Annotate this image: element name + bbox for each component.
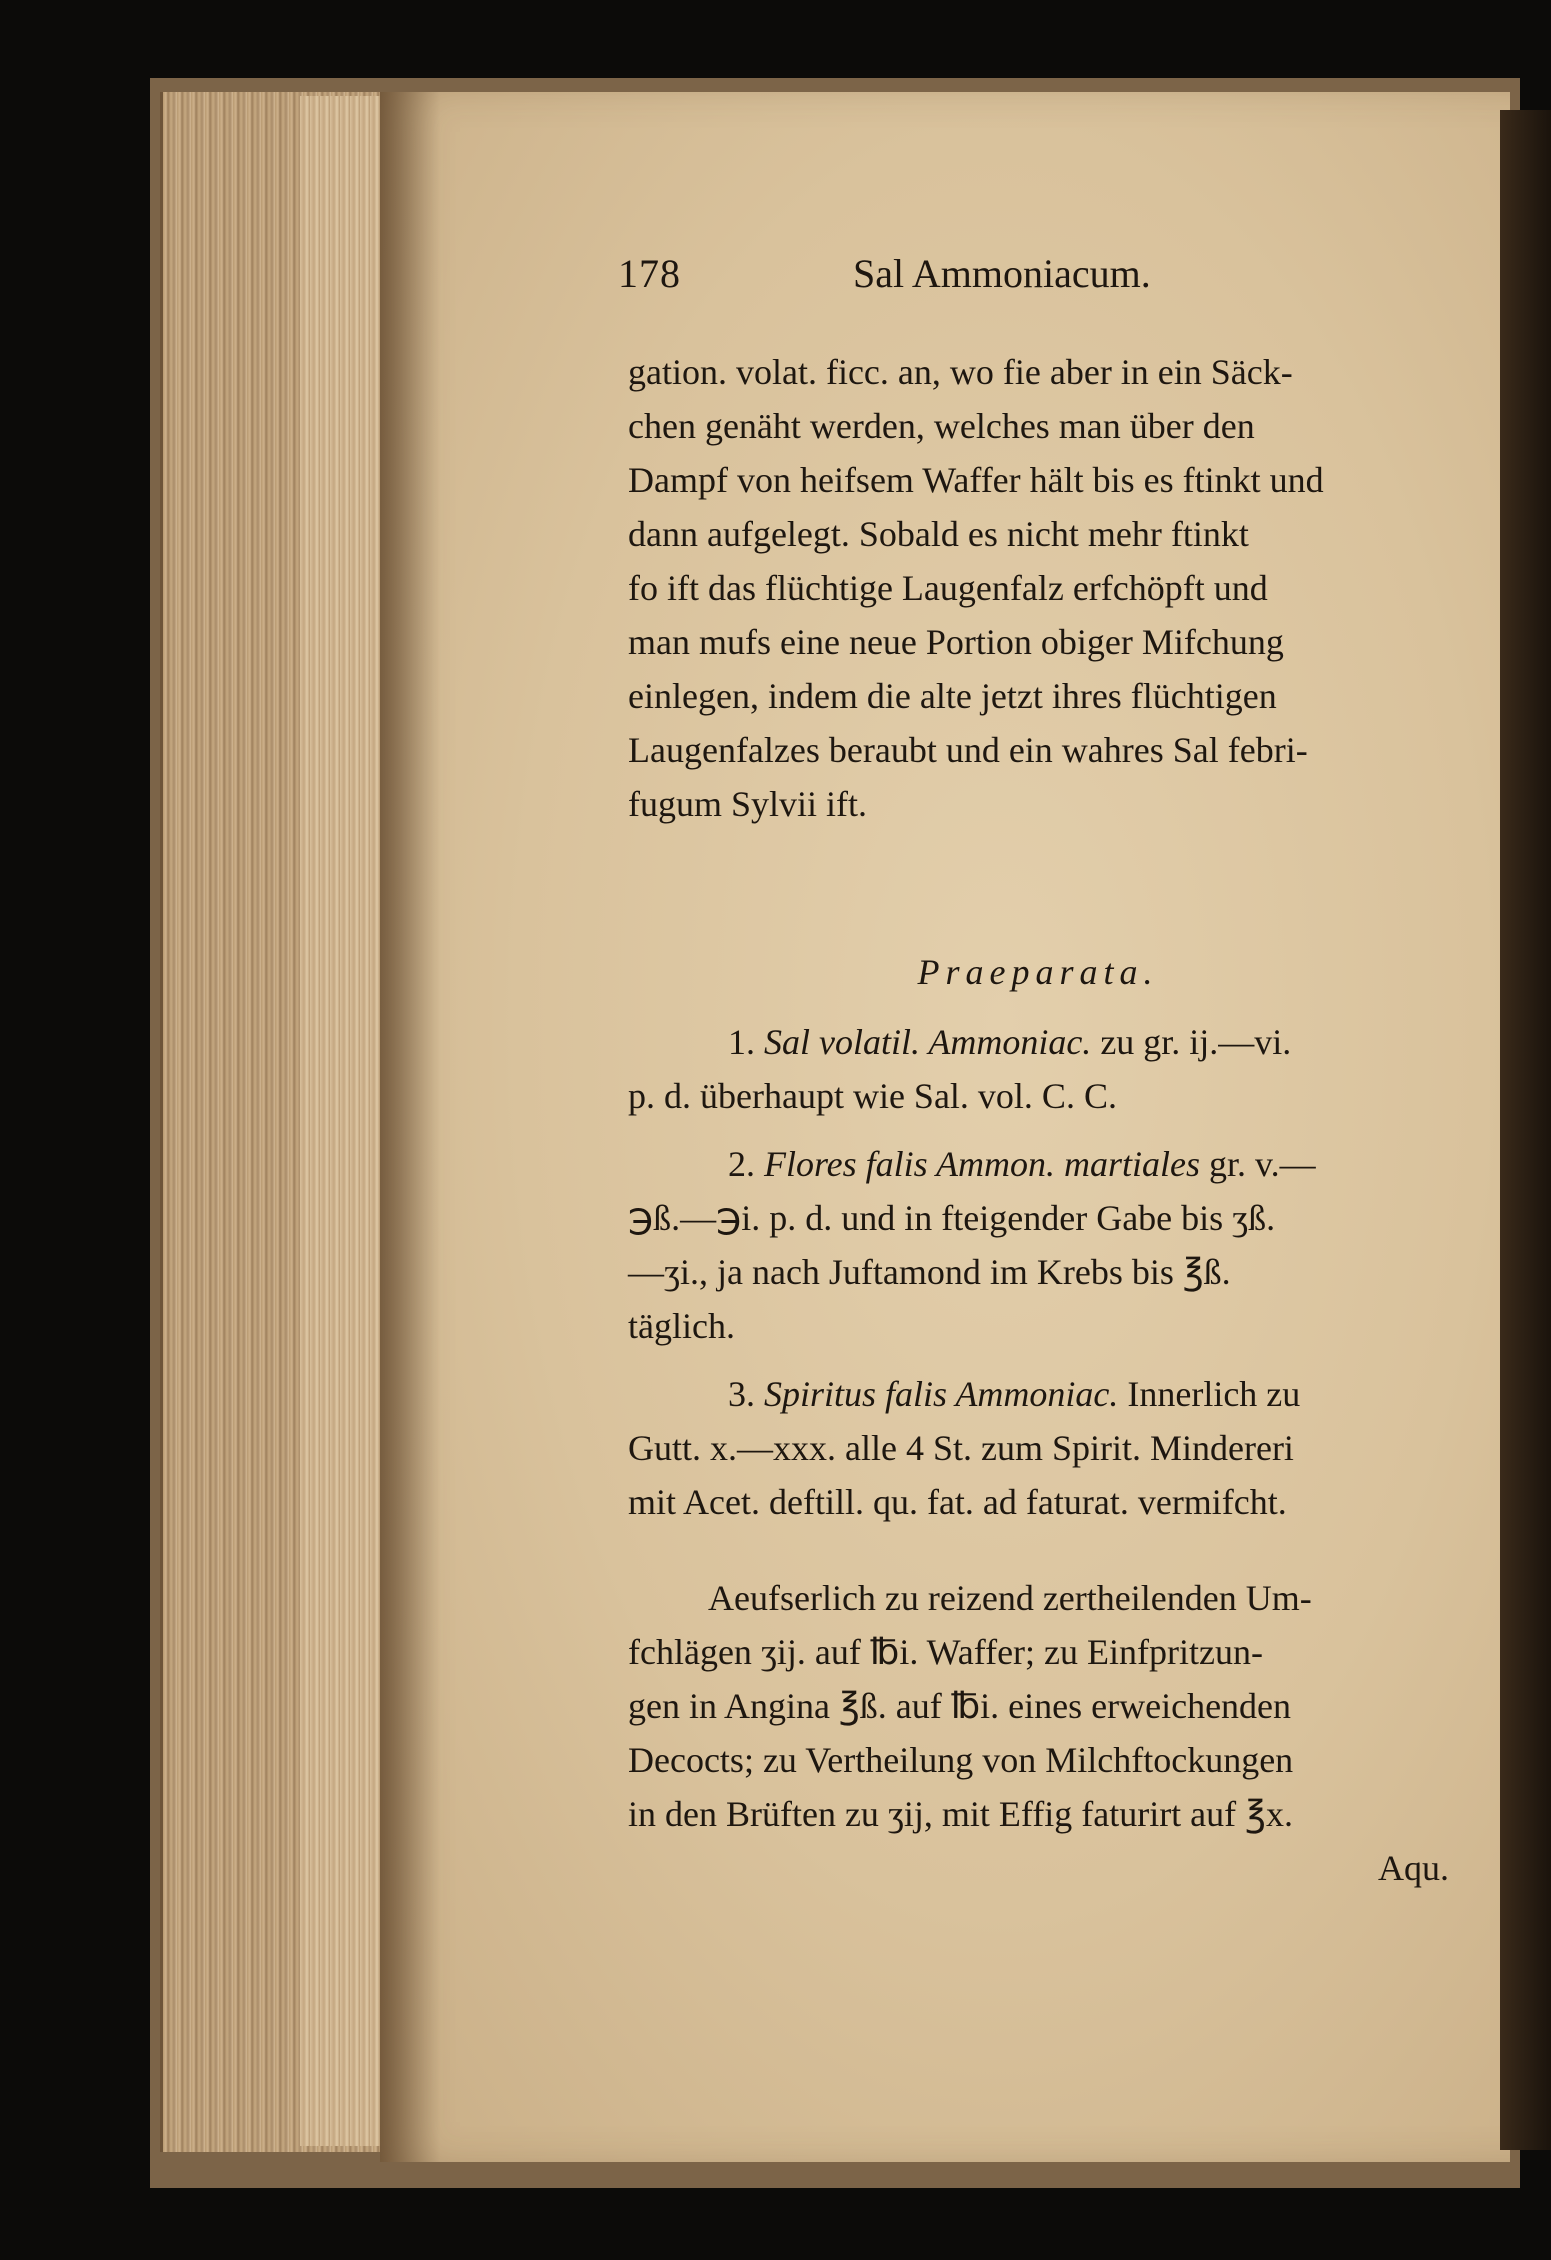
text-line: man mufs eine neue Portion obiger Mifchung [628, 622, 1284, 662]
text-line: täglich. [628, 1306, 735, 1346]
prep-text: zu gr. ij.—vi. [1100, 1022, 1292, 1062]
text-line: gation. volat. ficc. an, wo fie aber in ein Säck- [628, 352, 1293, 392]
text-line: Gutt. x.—xxx. alle 4 St. zum Spirit. Mindereri [628, 1428, 1294, 1468]
text-line: fo ift das flüchtige Laugenfalz erfchöpft und [628, 568, 1268, 608]
prep-text: Innerlich zu [1127, 1374, 1301, 1414]
text-line: Laugenfalzes beraubt und ein wahres Sal febri- [628, 730, 1308, 770]
text-line: fchlägen ʒij. auf ℔i. Waffer; zu Einfpritzun- [628, 1632, 1263, 1672]
book-page [380, 92, 1510, 2162]
page-number: 178 [618, 251, 681, 296]
text-line: einlegen, indem die alte jetzt ihres flüchtigen [628, 676, 1277, 716]
prep-name: Flores falis Ammon. martiales [764, 1144, 1201, 1184]
text-line: —ʒi., ja nach Juftamond im Krebs bis ℥ß. [628, 1252, 1231, 1292]
text-line: ℈ß.—℈i. p. d. und in fteigender Gabe bis ʒß. [628, 1198, 1276, 1238]
prep-number: 1. [728, 1022, 755, 1062]
prep-text: gr. v.— [1209, 1144, 1316, 1184]
text-line: mit Acet. deftill. qu. fat. ad faturat. vermifcht. [628, 1482, 1287, 1522]
prep-name: Sal volatil. Ammoniac. [764, 1022, 1092, 1062]
text-line: fugum Sylvii ift. [628, 784, 868, 824]
text-line: dann aufgelegt. Sobald es nicht mehr ftinkt [628, 514, 1249, 554]
catchword: Aqu. [1378, 1848, 1449, 1888]
preparation-3 [728, 1372, 1300, 1416]
text-line: chen genäht werden, welches man über den [628, 406, 1255, 446]
text-line: gen in Angina ℥ß. auf ℔i. eines erweichenden [628, 1686, 1292, 1726]
prep-name: Spiritus falis Ammoniac. [764, 1374, 1119, 1414]
preparation-2 [728, 1142, 1316, 1186]
prep-number: 3. [728, 1374, 755, 1414]
text-line: Aeufserlich zu reizend zertheilenden Um- [708, 1578, 1312, 1618]
text-line: p. d. überhaupt wie Sal. vol. C. C. [628, 1076, 1117, 1116]
text-line: Decocts; zu Vertheilung von Milchftockungen [628, 1740, 1294, 1780]
preparation-1 [728, 1020, 1291, 1064]
prep-number: 2. [728, 1144, 755, 1184]
text-line: in den Brüften zu ʒij, mit Effig faturirt auf ℥x. [628, 1794, 1293, 1834]
facing-page-edge [1500, 110, 1551, 2150]
section-heading: Praeparata. [917, 952, 1159, 992]
text-line: Dampf von heifsem Waffer hält bis es ftinkt und [628, 460, 1324, 500]
running-title: Sal Ammoniacum. [853, 251, 1151, 296]
gutter-shadow [380, 92, 440, 2162]
